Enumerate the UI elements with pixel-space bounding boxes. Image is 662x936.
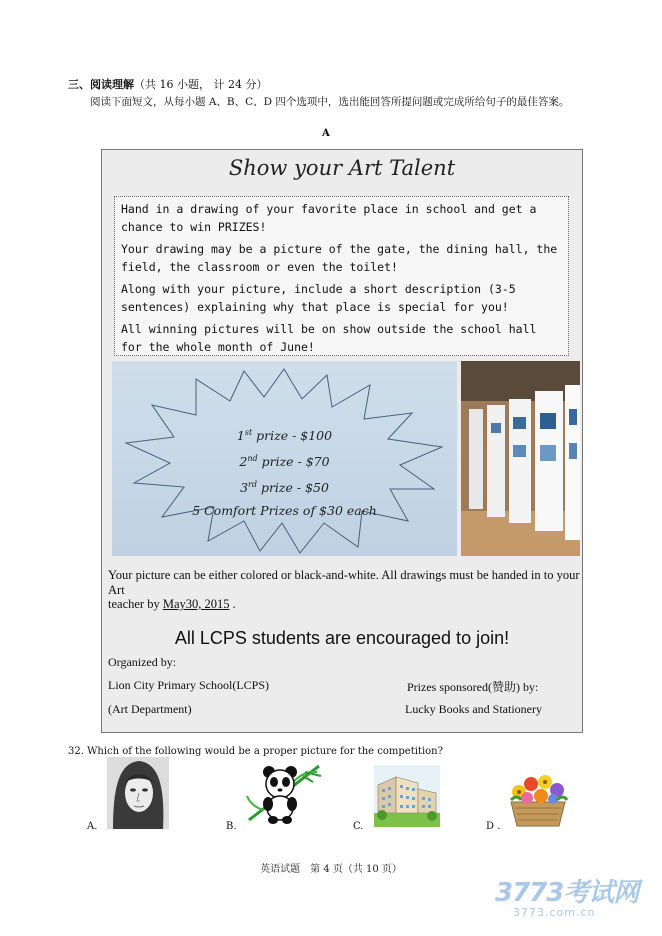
section-instructions: 阅读下面短文，从每小题 A、B、C、D 四个选项中，选出能回答所提问题或完成所给句子的最佳答案。 [90,96,570,108]
sponsor-name: Lucky Books and Stationery [405,702,542,716]
option-c-label[interactable]: C. [353,821,364,832]
gallery-hall-icon [461,361,580,556]
prize-panel [112,361,457,556]
watermark-logo-text: 3773考试网 [495,878,639,908]
deadline-date: May30, 2015 [162,597,230,611]
note-line-1: Your picture can be either colored or black-and-white. All drawings must be handed in to your Art [108,568,580,597]
option-d-label[interactable]: D . [486,821,501,832]
rules-box [114,196,569,356]
rule-4: All winning pictures will be on show outside the school hall for the whole month of June! [121,322,537,354]
site-watermark [495,872,650,922]
portrait-sketch-icon[interactable] [107,757,169,833]
panda-bamboo-icon[interactable] [243,760,325,832]
organizer-name: Lion City Primary School(LCPS) [108,678,270,692]
prize-list [132,421,437,522]
section-title: 三、阅读理解 [68,78,134,91]
poster-title: Show your Art Talent [228,156,456,180]
note-line-2: teacher by May30, 2015 . [108,597,236,611]
rule-3: Along with your picture, include a short description (3-5 sentences) explaining why that place is special for you! [121,282,516,314]
rule-2: Your drawing may be a picture of the gate, the dining hall, the field, the classroom or even the toilet! [121,242,558,274]
organizer-department: (Art Department) [108,702,192,716]
encourage-banner: All LCPS students are encouraged to join! [174,628,510,648]
option-b-label[interactable]: B. [226,821,237,832]
sponsor-label: Prizes sponsored(赞助) by: [407,680,539,694]
option-a-label[interactable]: A. [87,821,98,832]
passage-label: A [322,128,330,139]
prize-comfort: 5 Comfort Prizes of $30 each [192,503,377,519]
art-poster [101,149,583,733]
prize-first: 1st prize - $100 [236,428,333,444]
watermark-url: 3773.com.cn [513,906,596,919]
question-32: 32. Which of the following would be a proper picture for the competition? [68,746,443,757]
prize-second: 2nd prize - $70 [239,454,330,470]
flower-basket-icon[interactable] [505,766,571,832]
gallery-photo [461,361,580,556]
school-buildings-icon[interactable] [374,765,440,831]
prize-third: 3rd prize - $50 [240,480,329,496]
organized-label: Organized by: [108,655,177,669]
section-count-note: （共 16 小题， 计 24 分） [134,78,268,91]
page-footer: 英语试题 第 4 页（共 10 页） [260,864,402,875]
section-heading [68,76,267,92]
rule-1: Hand in a drawing of your favorite place in school and get a chance to win PRIZES! [121,202,537,234]
